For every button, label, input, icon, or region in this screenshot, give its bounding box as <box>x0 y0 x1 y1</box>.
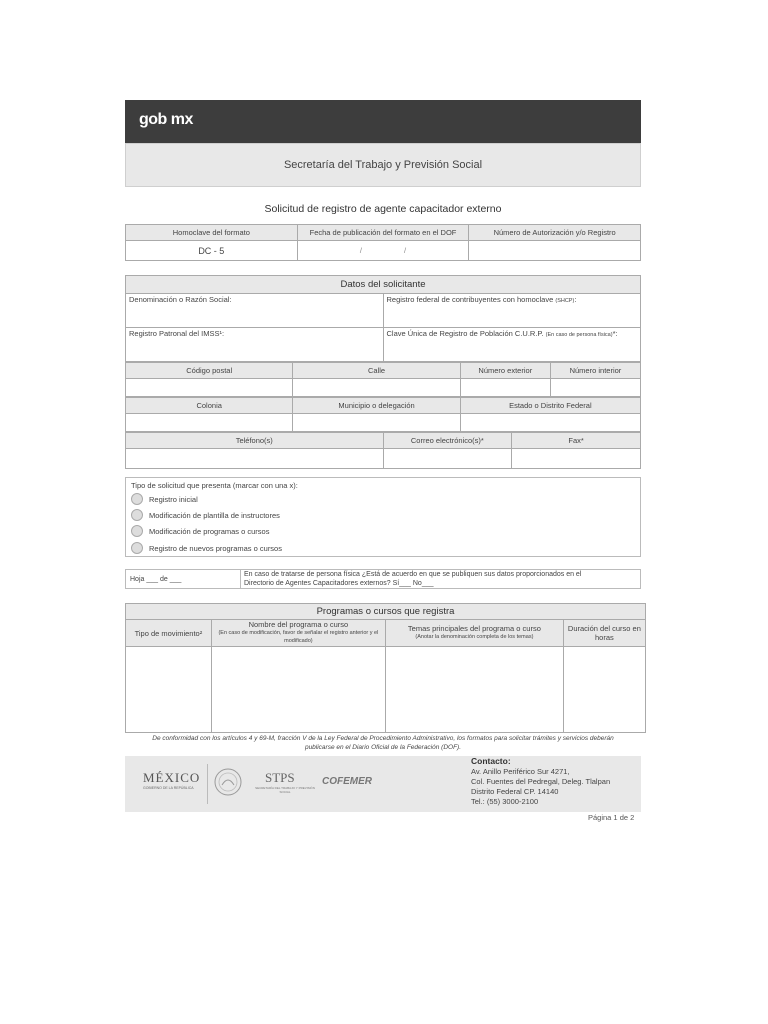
national-seal-icon <box>213 766 243 798</box>
int-number-header: Número interior <box>550 363 640 379</box>
radio-icon[interactable] <box>131 509 143 521</box>
date-separator: / <box>359 246 362 255</box>
fax-header: Fax* <box>512 433 641 449</box>
duration-field[interactable] <box>563 647 645 733</box>
razon-social-field[interactable] <box>126 294 384 328</box>
topics-note: (Anotar la denominación completa de los temas) <box>415 634 534 640</box>
duration-header: Duración del curso en horas <box>563 620 645 647</box>
option-modificacion-programas[interactable] <box>131 525 269 537</box>
agency-banner <box>125 143 641 187</box>
cofemer-logo: COFEMER <box>322 776 372 787</box>
applicant-section <box>125 275 641 469</box>
estado-field[interactable] <box>460 414 640 432</box>
authorization-field[interactable] <box>469 241 641 261</box>
program-name-label: Nombre del programa o curso <box>248 620 349 629</box>
contact-line: Av. Anillo Periférico Sur 4271, <box>471 767 570 776</box>
option-registro-inicial[interactable] <box>131 493 198 505</box>
request-type-box <box>125 477 641 557</box>
mexico-subtitle: GOBIERNO DE LA REPÚBLICA <box>143 786 194 790</box>
street-header: Calle <box>293 363 460 379</box>
gobmx-logo: gob mx <box>139 111 193 128</box>
homoclave-value: DC - 5 <box>126 241 298 261</box>
authorization-header: Número de Autorización y/o Registro <box>469 225 641 241</box>
rfc-field[interactable] <box>383 294 641 328</box>
postal-code-header: Código postal <box>126 363 293 379</box>
date-separator: / <box>404 246 407 255</box>
contact-line: Col. Fuentes del Pedregal, Deleg. Tlalpan <box>471 777 611 786</box>
curp-note: (En caso de persona física) <box>545 332 613 338</box>
razon-social-label: Denominación o Razón Social: <box>129 295 232 304</box>
contact-info <box>471 767 610 807</box>
rfc-note: (SHCP) <box>555 298 575 304</box>
topics-header <box>385 620 563 647</box>
mexico-logo: MÉXICO <box>143 770 201 785</box>
form-id-table <box>125 224 641 261</box>
page-count-label: Hoja ___ de ___ <box>130 575 182 583</box>
estado-header: Estado o Distrito Federal <box>460 398 640 414</box>
footer-divider <box>207 764 208 804</box>
program-name-note: (En caso de modificación, favor de señalar el registro anterior y el modificado) <box>218 630 379 644</box>
footer-bar <box>125 756 641 812</box>
stps-logo: STPS <box>265 770 295 785</box>
contact-line: Tel.: (55) 3000-2100 <box>471 797 539 806</box>
programs-section <box>125 603 646 733</box>
legal-footnote-line1: De conformidad con los artículos 4 y 69-M, fracción V de la Ley Federal de Procedimiento Administrativo, los formatos para solicitar trámites y servicios deberán <box>152 735 614 742</box>
ext-number-field[interactable] <box>460 379 550 397</box>
radio-icon[interactable] <box>131 542 143 554</box>
option-label: Registro inicial <box>149 494 198 504</box>
colonia-header: Colonia <box>126 398 293 414</box>
radio-icon[interactable] <box>131 493 143 505</box>
contact-title: Contacto: <box>471 756 511 766</box>
street-field[interactable] <box>293 379 460 397</box>
program-name-header <box>211 620 385 647</box>
option-nuevos-programas[interactable] <box>131 542 282 554</box>
legal-footnote <box>125 734 641 752</box>
date-header: Fecha de publicación del formato en el DOF <box>297 225 469 241</box>
programs-section-title: Programas o cursos que registra <box>126 604 646 620</box>
agency-name: Secretaría del Trabajo y Previsión Social <box>283 159 483 171</box>
ext-number-header: Número exterior <box>460 363 550 379</box>
colonia-field[interactable] <box>126 414 293 432</box>
municipio-field[interactable] <box>293 414 460 432</box>
email-header: Correo electrónico(s)* <box>383 433 512 449</box>
radio-icon[interactable] <box>131 525 143 537</box>
consent-question-line2: Directorio de Agentes Capacitadores externos? Sí___ No___ <box>244 580 434 587</box>
imss-field[interactable] <box>126 328 384 362</box>
rfc-colon: : <box>574 295 577 304</box>
phone-field[interactable] <box>126 449 384 469</box>
stps-subtitle: SECRETARÍA DEL TRABAJO Y PREVISIÓN SOCIAL <box>255 786 315 794</box>
email-field[interactable] <box>383 449 512 469</box>
movement-type-field[interactable] <box>126 647 212 733</box>
curp-field[interactable] <box>383 328 641 362</box>
option-label: Registro de nuevos programas o cursos <box>149 543 282 553</box>
applicant-section-title: Datos del solicitante <box>126 276 641 294</box>
municipio-header: Municipio o delegación <box>293 398 460 414</box>
request-type-title: Tipo de solicitud que presenta (marcar con una x): <box>131 481 298 490</box>
postal-code-field[interactable] <box>126 379 293 397</box>
int-number-field[interactable] <box>550 379 640 397</box>
fax-field[interactable] <box>512 449 641 469</box>
option-label: Modificación de programas o cursos <box>149 526 270 536</box>
contact-line: Distrito Federal CP. 14140 <box>471 787 559 796</box>
phone-header: Teléfono(s) <box>126 433 384 449</box>
header-bar <box>125 100 641 143</box>
option-label: Modificación de plantilla de instructores <box>149 510 280 520</box>
consent-question-line1: En caso de tratarse de persona física ¿Está de acuerdo en que se publiquen sus datos proporcionados en el <box>244 571 582 578</box>
imss-label: Registro Patronal del IMSS¹: <box>129 329 225 338</box>
consent-box <box>125 569 641 589</box>
date-field[interactable] <box>297 241 469 261</box>
curp-colon: *: <box>612 329 618 338</box>
homoclave-header: Homoclave del formato <box>126 225 298 241</box>
movement-type-header: Tipo de movimiento² <box>126 620 212 647</box>
page-number: Página 1 de 2 <box>588 813 635 822</box>
curp-label: Clave Única de Registro de Población C.U.R.P. <box>386 329 544 338</box>
topics-label: Temas principales del programa o curso <box>407 624 541 633</box>
legal-footnote-line2: publicarse en el Diario Oficial de la Federación (DOF). <box>304 744 462 751</box>
document-title: Solicitud de registro de agente capacitador externo <box>264 203 502 215</box>
topics-field[interactable] <box>385 647 563 733</box>
option-modificacion-instructores[interactable] <box>131 509 280 521</box>
program-name-field[interactable] <box>211 647 385 733</box>
rfc-label: Registro federal de contribuyentes con homoclave <box>386 295 554 304</box>
